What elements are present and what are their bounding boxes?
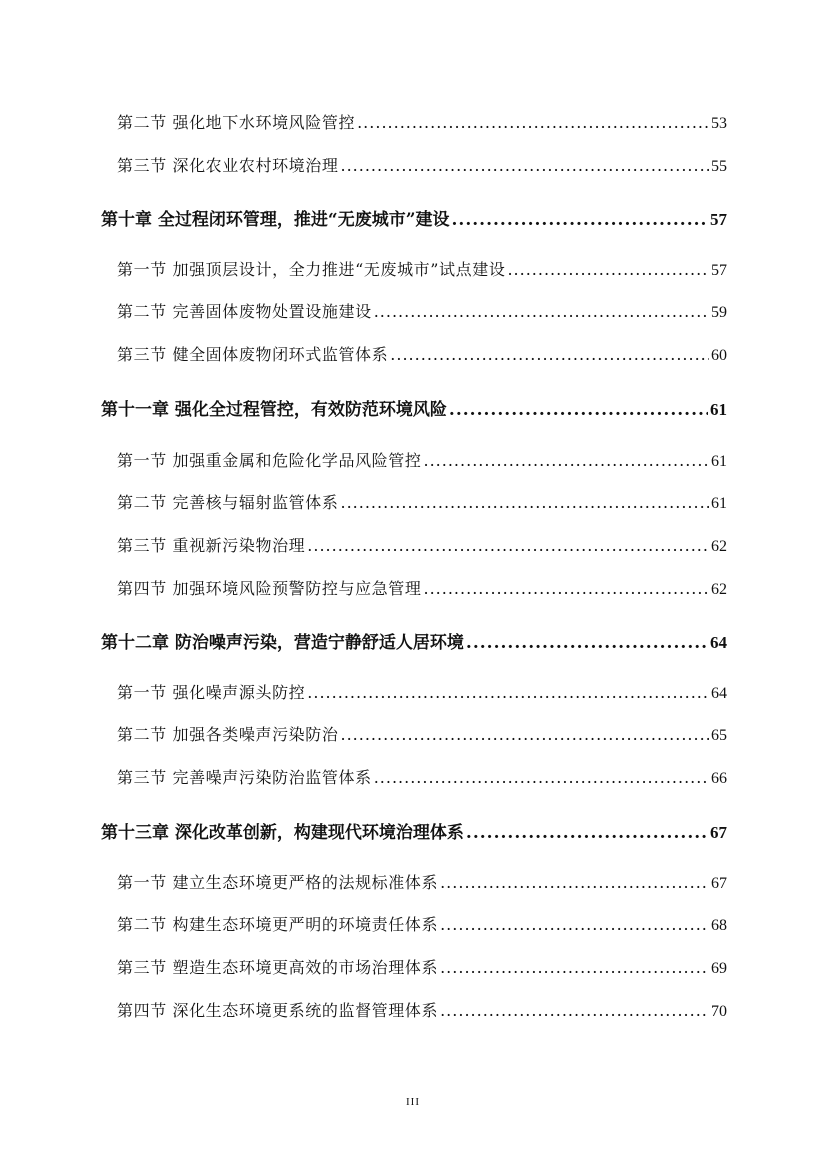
toc-chapter-entry[interactable] [101, 205, 727, 230]
dot-leader [440, 958, 709, 977]
toc-entry-page: 60 [711, 347, 727, 364]
dot-leader [440, 915, 709, 934]
toc-entry-page: 64 [710, 633, 727, 652]
toc-entry-page: 62 [711, 538, 727, 555]
toc-entry-title: 第十一章 强化全过程管控，有效防范环境风险 [101, 400, 447, 420]
toc-entry-title: 第四节 加强环境风险预警防控与应急管理 [117, 579, 422, 598]
dot-leader [440, 873, 709, 892]
dot-leader [451, 210, 708, 230]
toc-entry-title: 第三节 重视新污染物治理 [117, 536, 306, 555]
dot-leader [424, 451, 710, 470]
toc-entry-title: 第三节 深化农业农村环境治理 [117, 156, 339, 175]
dot-leader [357, 113, 709, 132]
toc-entry-page: 69 [711, 960, 727, 977]
dot-leader [390, 345, 709, 364]
toc-entry-title: 第二节 构建生态环境更严明的环境责任体系 [117, 915, 439, 934]
toc-entry-title: 第二节 完善固体废物处置设施建设 [117, 302, 372, 321]
toc-entry-title: 第三节 健全固体废物闭环式监管体系 [117, 345, 389, 364]
toc-section-entry[interactable] [117, 490, 727, 513]
toc-entry-title: 第十章 全过程闭环管理，推进“无废城市”建设 [101, 210, 450, 230]
toc-section-entry[interactable] [117, 870, 727, 893]
toc-section-entry[interactable] [117, 342, 727, 365]
dot-leader [341, 725, 710, 744]
toc-entry-title: 第一节 加强顶层设计，全力推进“无废城市”试点建设 [117, 260, 506, 279]
toc-section-entry[interactable] [117, 153, 727, 176]
toc-section-entry[interactable] [117, 912, 727, 935]
toc-chapter-entry[interactable] [101, 818, 727, 843]
toc-entry-title: 第十二章 防治噪声污染，营造宁静舒适人居环境 [101, 633, 464, 653]
toc-entry-page: 57 [710, 210, 727, 229]
toc-entry-page: 61 [710, 400, 727, 419]
toc-entry-page: 68 [711, 917, 727, 934]
toc-entry-page: 66 [711, 770, 727, 787]
dot-leader [449, 400, 708, 420]
toc-entry-title: 第三节 完善噪声污染防治监管体系 [117, 768, 372, 787]
dot-leader [466, 633, 708, 653]
toc-entry-page: 61 [711, 453, 727, 470]
toc-entry-page: 62 [711, 581, 727, 598]
dot-leader [341, 493, 710, 512]
toc-entry-title: 第一节 建立生态环境更严格的法规标准体系 [117, 873, 439, 892]
toc-section-entry[interactable] [117, 765, 727, 788]
toc-entry-page: 70 [711, 1003, 727, 1020]
toc-section-entry[interactable] [117, 680, 727, 703]
dot-leader [440, 1001, 709, 1020]
toc-entry-title: 第二节 完善核与辐射监管体系 [117, 493, 339, 512]
toc-entry-page: 55 [711, 158, 727, 175]
toc-chapter-entry[interactable] [101, 395, 727, 420]
toc-entry-title: 第一节 加强重金属和危险化学品风险管控 [117, 451, 422, 470]
toc-entry-title: 第二节 强化地下水环境风险管控 [117, 113, 356, 132]
dot-leader [341, 156, 710, 175]
toc-chapter-entry[interactable] [101, 628, 727, 653]
toc-entry-page: 67 [710, 823, 727, 842]
toc-entry-title: 第四节 深化生态环境更系统的监督管理体系 [117, 1001, 439, 1020]
toc-section-entry[interactable] [117, 576, 727, 599]
toc-section-entry[interactable] [117, 955, 727, 978]
dot-leader [307, 536, 709, 555]
toc-section-entry[interactable] [117, 998, 727, 1021]
toc-section-entry[interactable] [117, 257, 727, 280]
dot-leader [307, 683, 709, 702]
dot-leader [374, 768, 709, 787]
toc-entry-page: 61 [711, 495, 727, 512]
toc-section-entry[interactable] [117, 299, 727, 322]
toc-entry-title: 第三节 塑造生态环境更高效的市场治理体系 [117, 958, 439, 977]
toc-entry-title: 第十三章 深化改革创新，构建现代环境治理体系 [101, 823, 464, 843]
toc-section-entry[interactable] [117, 722, 727, 745]
dot-leader [507, 260, 709, 279]
toc-entry-page: 53 [711, 115, 727, 132]
toc-entry-page: 67 [711, 875, 727, 892]
toc-entry-page: 59 [711, 304, 727, 321]
page-number: III [406, 1096, 420, 1108]
toc-entry-title: 第一节 强化噪声源头防控 [117, 683, 306, 702]
toc-entry-title: 第二节 加强各类噪声污染防治 [117, 725, 339, 744]
dot-leader [466, 823, 708, 843]
toc-section-entry[interactable] [117, 533, 727, 556]
toc-section-entry[interactable] [117, 110, 727, 133]
toc-entry-page: 57 [711, 262, 727, 279]
toc-section-entry[interactable] [117, 448, 727, 471]
dot-leader [374, 302, 709, 321]
toc-entry-page: 65 [711, 727, 727, 744]
toc-entry-page: 64 [711, 685, 727, 702]
dot-leader [424, 579, 710, 598]
